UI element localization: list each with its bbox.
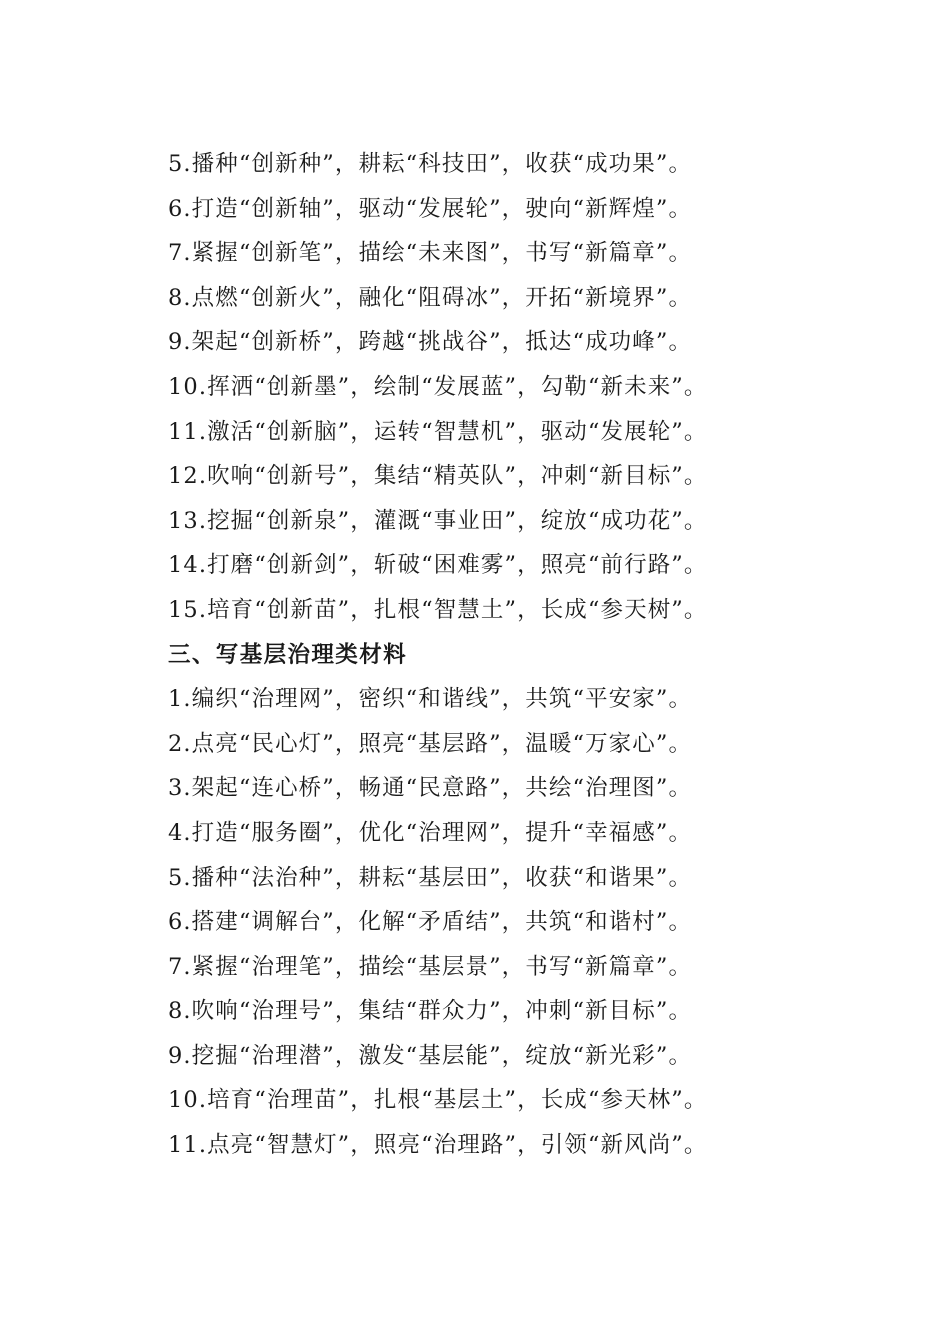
list-item: 9.挖掘“治理潜”，激发“基层能”，绽放“新光彩”。 <box>168 1042 693 1069</box>
list-item: 7.紧握“创新笔”，描绘“未来图”，书写“新篇章”。 <box>168 240 693 267</box>
list-item: 11.激活“创新脑”，运转“智慧机”，驱动“发展轮”。 <box>168 418 708 445</box>
section-heading: 三、写基层治理类材料 <box>168 641 408 668</box>
list-item: 12.吹响“创新号”，集结“精英队”，冲刺“新目标”。 <box>168 463 708 490</box>
list-item: 1.编织“治理网”，密织“和谐线”，共筑“平安家”。 <box>168 686 693 713</box>
list-item: 8.点燃“创新火”，融化“阻碍冰”，开拓“新境界”。 <box>168 284 693 311</box>
document-body <box>168 142 828 1168</box>
list-item: 8.吹响“治理号”，集结“群众力”，冲刺“新目标”。 <box>168 998 693 1025</box>
list-item: 15.培育“创新苗”，扎根“智慧土”，长成“参天树”。 <box>168 596 708 623</box>
list-item: 6.搭建“调解台”，化解“矛盾结”，共筑“和谐村”。 <box>168 909 693 936</box>
list-item: 13.挖掘“创新泉”，灌溉“事业田”，绽放“成功花”。 <box>168 507 708 534</box>
list-item: 14.打磨“创新剑”，斩破“困难雾”，照亮“前行路”。 <box>168 552 708 579</box>
list-item: 7.紧握“治理笔”，描绘“基层景”，书写“新篇章”。 <box>168 953 693 980</box>
list-item: 9.架起“创新桥”，跨越“挑战谷”，抵达“成功峰”。 <box>168 329 693 356</box>
list-item: 10.挥洒“创新墨”，绘制“发展蓝”，勾勒“新未来”。 <box>168 373 708 400</box>
list-item: 10.培育“治理苗”，扎根“基层土”，长成“参天林”。 <box>168 1087 708 1114</box>
list-item: 4.打造“服务圈”，优化“治理网”，提升“幸福感”。 <box>168 819 693 846</box>
list-item: 5.播种“法治种”，耕耘“基层田”，收获“和谐果”。 <box>168 864 693 891</box>
list-item: 5.播种“创新种”，耕耘“科技田”，收获“成功果”。 <box>168 151 693 177</box>
list-item: 6.打造“创新轴”，驱动“发展轮”，驶向“新辉煌”。 <box>168 195 693 222</box>
list-item: 2.点亮“民心灯”，照亮“基层路”，温暖“万家心”。 <box>168 730 693 757</box>
list-item: 3.架起“连心桥”，畅通“民意路”，共绘“治理图”。 <box>168 775 693 802</box>
list-item: 11.点亮“智慧灯”，照亮“治理路”，引领“新风尚”。 <box>168 1132 708 1159</box>
